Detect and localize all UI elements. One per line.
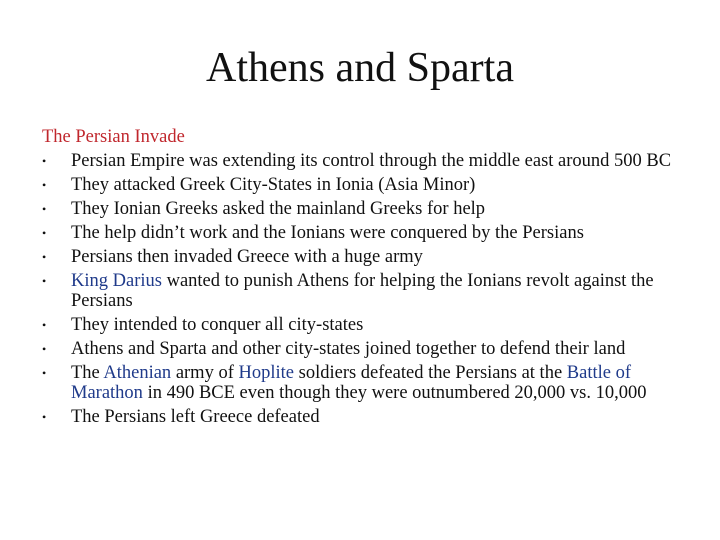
highlight-athenian: Athenian: [103, 363, 172, 383]
bullet-item: [42, 315, 692, 335]
bullet-item: [42, 407, 692, 427]
bullet-text: Persian Empire was extending its control through the middle east around 500 BC: [71, 151, 672, 171]
bullet-item: [42, 271, 692, 311]
bullet-text: They Ionian Greeks asked the mainland Greeks for help: [71, 199, 486, 219]
bullet-text: They intended to conquer all city-states: [71, 315, 364, 335]
bullet-text: Persians then invaded Greece with a huge army: [71, 247, 423, 267]
bullet-item: [42, 339, 692, 359]
bullet-text: The: [71, 363, 104, 383]
bullet-icon: •: [42, 318, 47, 332]
bullet-text: wanted to punish Athens for helping the Ionians revolt against the Persians: [71, 271, 654, 311]
bullet-icon: •: [42, 202, 47, 216]
bullet-item: [42, 175, 692, 195]
slide-content: [42, 127, 692, 431]
bullet-text: The help didn’t work and the Ionians were conquered by the Persians: [71, 223, 584, 243]
bullet-text: soldiers defeated the Persians at the: [294, 363, 567, 383]
bullet-icon: •: [42, 154, 47, 168]
bullet-item: [42, 363, 692, 403]
bullet-icon: •: [42, 366, 47, 380]
bullet-item: [42, 223, 692, 243]
highlight-hoplite: Hoplite: [238, 363, 294, 383]
bullet-text: in 490 BCE even though they were outnumbered 20,000 vs. 10,000: [142, 383, 647, 403]
bullet-icon: •: [42, 410, 47, 424]
bullet-text: The Persians left Greece defeated: [71, 407, 320, 427]
bullet-text: Athens and Sparta and other city-states joined together to defend their land: [71, 339, 626, 359]
slide-title: Athens and Sparta: [206, 45, 514, 91]
subheading: The Persian Invade: [42, 127, 185, 147]
bullet-item: [42, 199, 692, 219]
highlight-king-darius: King Darius: [71, 271, 162, 291]
bullet-icon: •: [42, 342, 47, 356]
bullet-icon: •: [42, 178, 47, 192]
bullet-icon: •: [42, 226, 47, 240]
bullet-item: [42, 247, 692, 267]
highlight-battle-of-marathon: Battle of Marathon: [71, 363, 632, 403]
bullet-text: army of: [171, 363, 239, 383]
bullet-text: They attacked Greek City-States in Ionia (Asia Minor): [71, 175, 476, 195]
bullet-icon: •: [42, 250, 47, 264]
bullet-list: [42, 151, 692, 427]
bullet-item: [42, 151, 692, 171]
bullet-icon: •: [42, 274, 47, 288]
